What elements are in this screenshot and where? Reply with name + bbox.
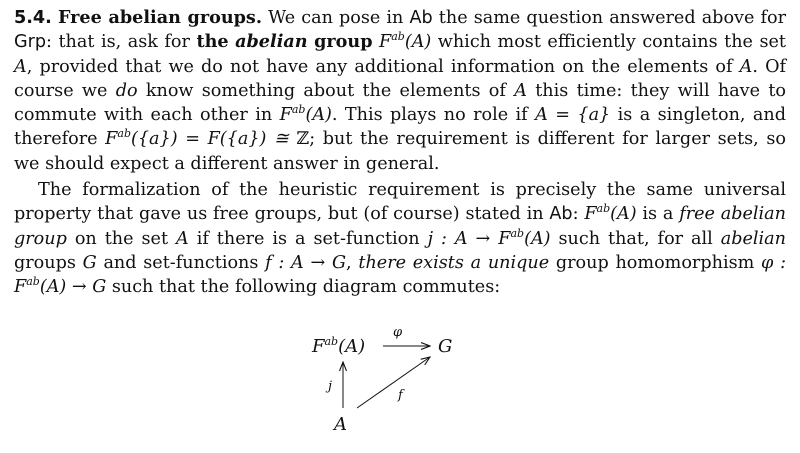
text: this time: they will have to commute with each other in: [14, 80, 786, 126]
emph-there-exists: there exists a unique: [358, 252, 550, 273]
text: if there is a set-function: [188, 228, 428, 249]
math-f: F: [498, 228, 511, 249]
math-a-paren: (A): [305, 105, 332, 126]
math-a-paren: (A): [404, 32, 432, 53]
math-a: A: [739, 56, 753, 77]
text: ,: [346, 252, 359, 273]
math-a: A: [514, 80, 527, 101]
math-sup-ab: ab: [510, 226, 525, 240]
label-f: f: [398, 388, 403, 403]
math-f: F: [584, 204, 597, 225]
text: :: [572, 204, 585, 225]
math-to-g: → G: [66, 277, 107, 298]
math-g: G: [82, 252, 97, 273]
diagram-node-a: A: [334, 414, 347, 435]
math-a-paren: (A): [39, 277, 67, 298]
label-phi: φ: [393, 325, 403, 340]
math-f: F: [14, 277, 27, 298]
diagram-node-g: G: [438, 336, 453, 357]
math-f: F: [279, 105, 292, 126]
text: know something about the elements of: [137, 80, 515, 101]
bold-abelian: abelian: [235, 31, 308, 53]
text: , provided that we do not have any additional information on the elements of: [26, 56, 740, 77]
math-integers: ℤ: [296, 129, 310, 150]
text: such that the following diagram commutes:: [106, 277, 501, 298]
category-ab: Ab: [409, 8, 433, 28]
math-a-paren: (A): [610, 204, 637, 225]
math-sup-ab: ab: [117, 127, 131, 141]
section-title-text: Free abelian groups.: [57, 7, 262, 28]
text: . This plays no role if: [331, 105, 536, 126]
math-sup-ab: ab: [596, 202, 611, 216]
text: which most efficiently contains the set: [431, 32, 786, 53]
math-sup-ab: ab: [26, 275, 40, 289]
math-sup-ab: ab: [291, 103, 306, 117]
section-number: 5.4.: [14, 8, 52, 28]
text: We can pose in: [268, 8, 410, 28]
text: groups: [14, 252, 83, 273]
diagram-node-fab-a: $F^{ab}(A)$: [312, 335, 366, 357]
emph-free-abelian-group: free abelian group: [14, 204, 786, 249]
text: such that, for all: [550, 228, 721, 249]
label-j: j: [328, 379, 333, 394]
text: is a singleton, and therefore: [14, 105, 786, 150]
text: and set-functions: [96, 252, 266, 273]
math-singleton-iso: ({a}) = F({a}) ≅: [131, 129, 297, 150]
text: The formalization of the heuristic requirement is precisely the same universal property that gave us free groups, but (of course) stated in: [14, 180, 786, 225]
bold-the: the: [196, 31, 229, 53]
math-a: A: [14, 56, 27, 77]
text: on the set: [66, 228, 176, 249]
math-f: F: [379, 32, 392, 53]
text: the same question answered above for: [432, 8, 787, 28]
emph-do: do: [115, 80, 138, 101]
math-sup-ab: ab: [391, 30, 405, 44]
text: group homomorphism: [549, 252, 762, 273]
text: ; but the requirement is different for larger sets, so we should expect a different answer in general.: [14, 129, 786, 174]
math-f: F: [105, 129, 118, 150]
math-j-arrow: j : A →: [427, 228, 499, 249]
math-a: A: [176, 228, 189, 249]
math-f-map: f : A → G: [265, 252, 347, 273]
text: is a: [636, 204, 680, 225]
math-a-paren: (A): [524, 228, 551, 249]
text: . Of course we: [14, 56, 787, 101]
category-ab: Ab: [549, 204, 573, 225]
math-a-eq-set: A = {a}: [535, 105, 611, 126]
bold-group: group: [314, 31, 373, 53]
text: : that is, ask for: [46, 32, 197, 53]
emph-abelian: abelian: [720, 228, 787, 249]
math-phi: φ :: [761, 252, 787, 273]
arrow-f: [357, 357, 430, 408]
category-grp: Grp: [14, 32, 47, 53]
